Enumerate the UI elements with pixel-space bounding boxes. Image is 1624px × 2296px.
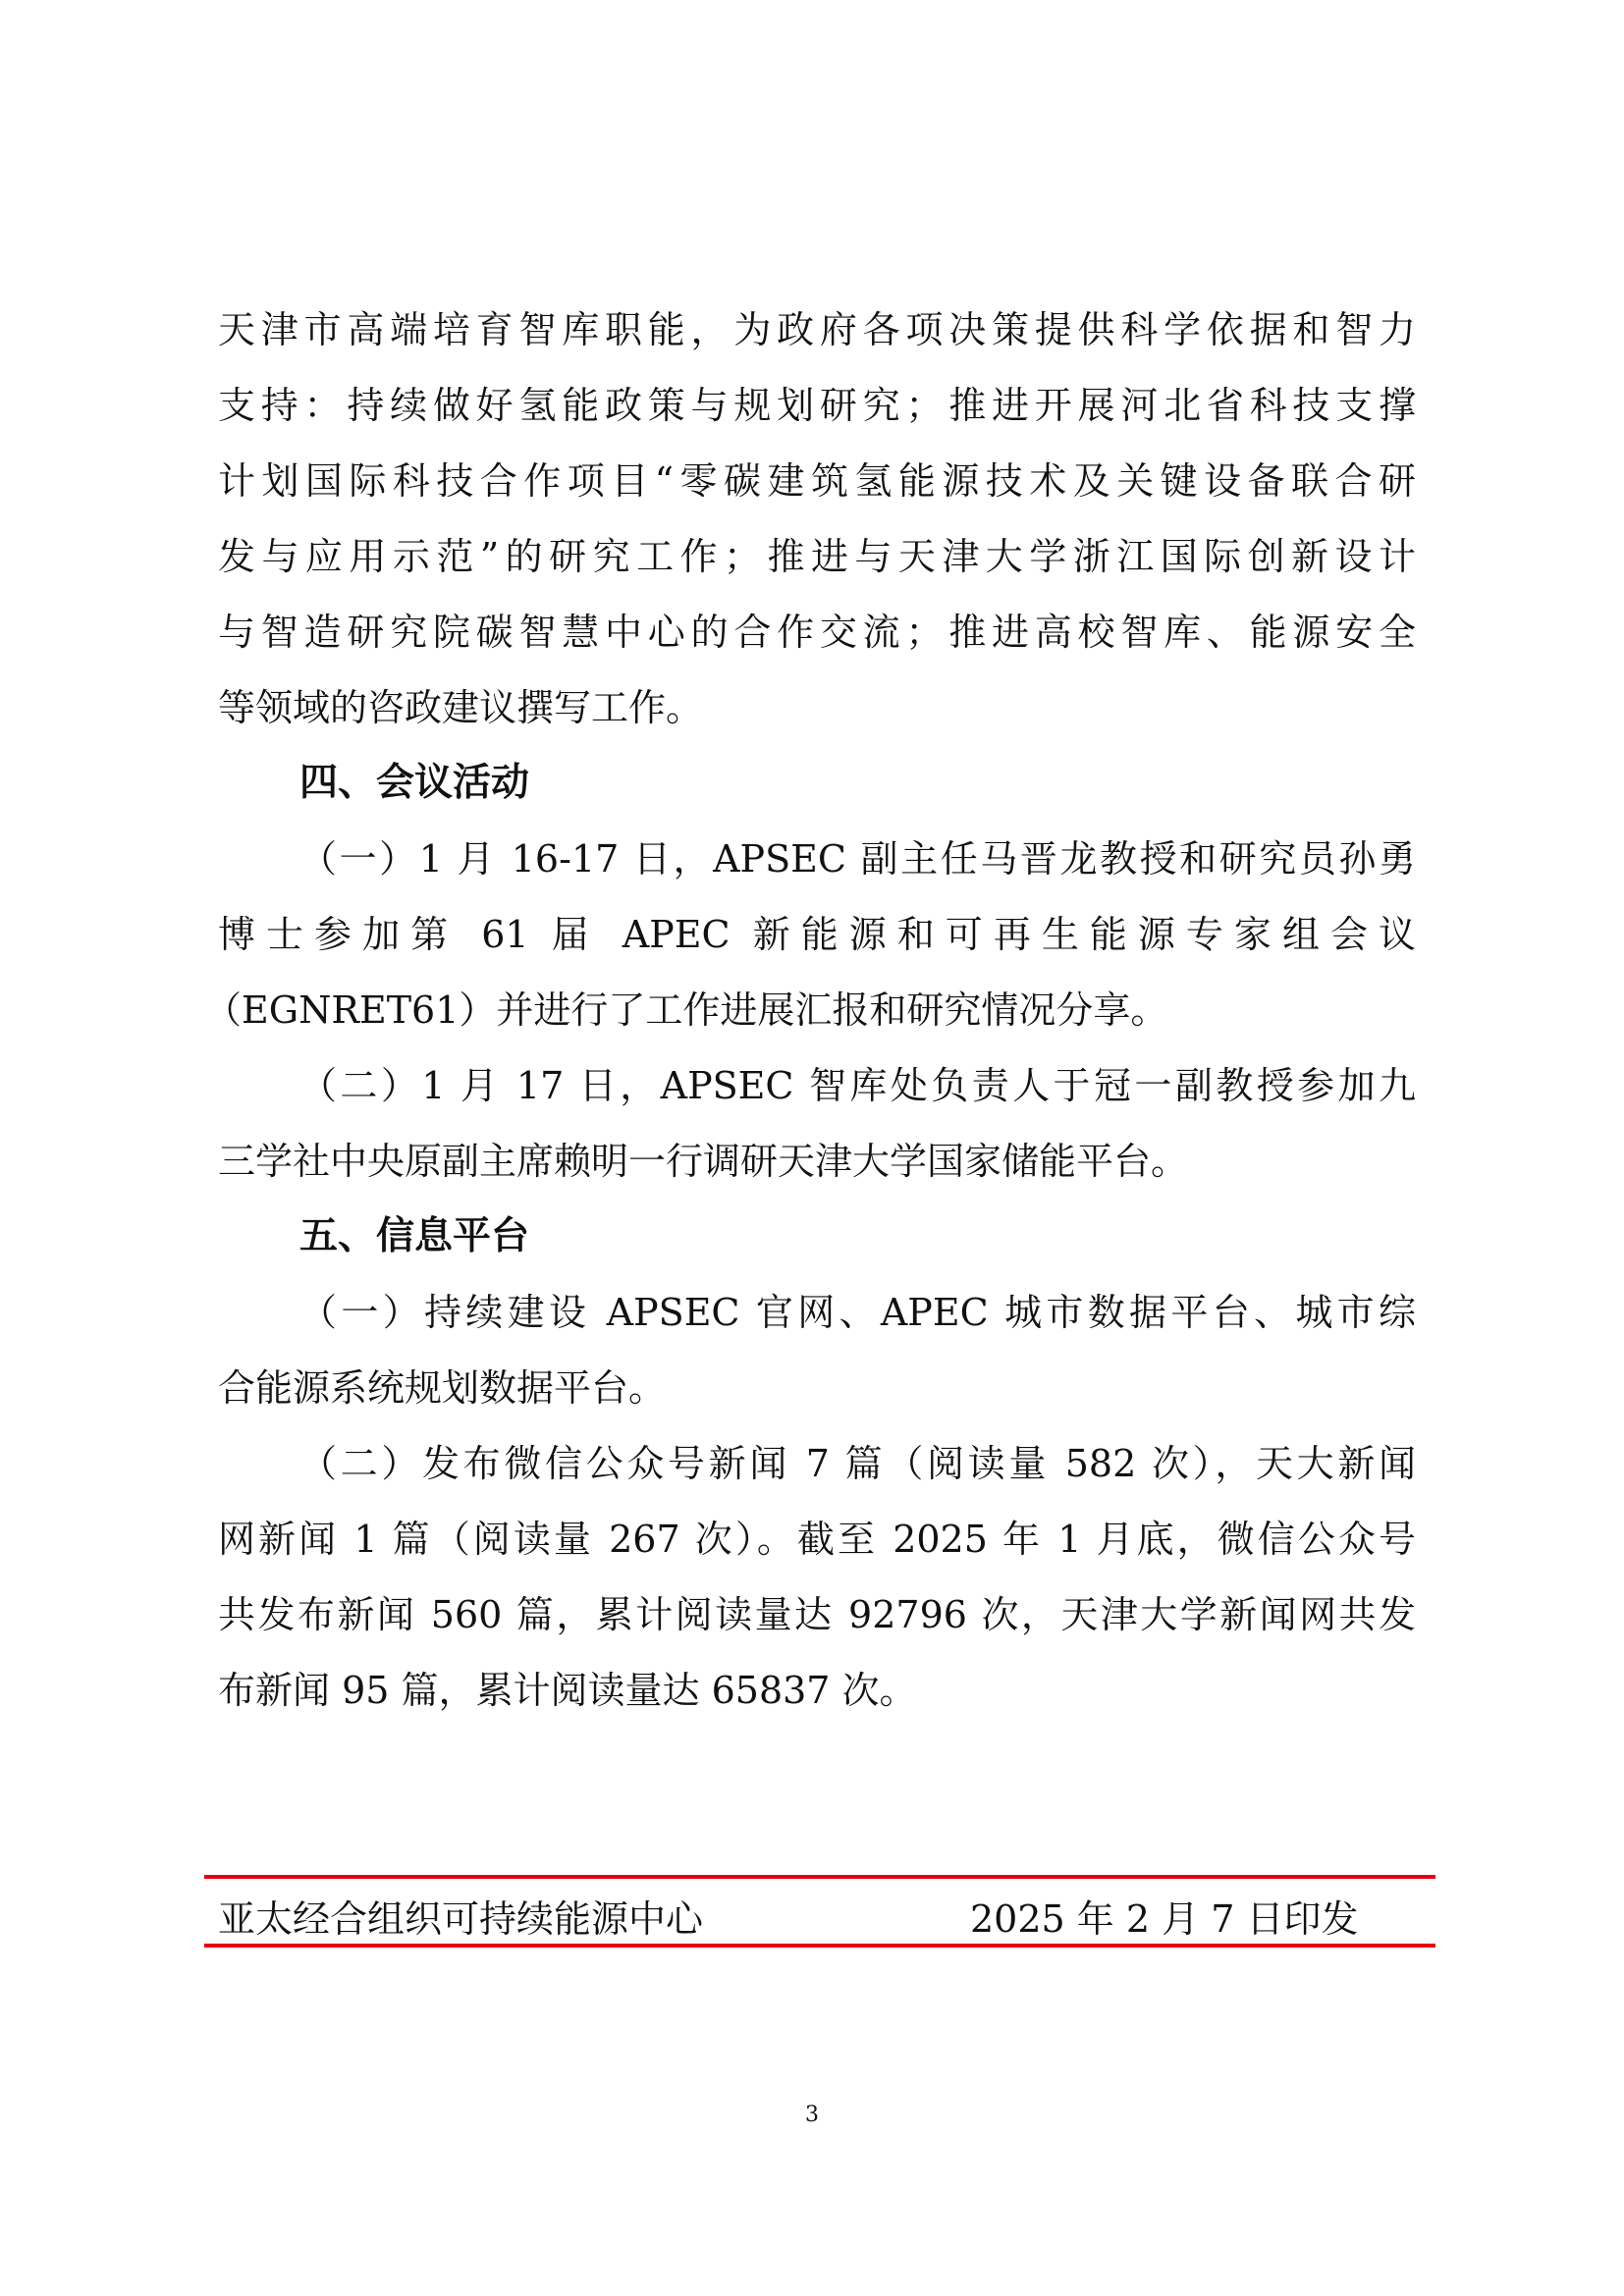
body-line: （二）1 月 17 日，APSEC 智库处负责人于冠一副教授参加九	[299, 1064, 1416, 1107]
body-line: （一）1 月 16-17 日，APSEC 副主任马晋龙教授和研究员孙勇	[299, 837, 1416, 881]
body-line: 布新闻 95 篇，累计阅读量达 65837 次。	[218, 1669, 917, 1712]
body-line: 合能源系统规划数据平台。	[218, 1366, 667, 1410]
section-heading-meetings: 四、会议活动	[299, 761, 530, 805]
body-line: 博士参加第 61 届 APEC 新能源和可再生能源专家组会议	[218, 913, 1416, 956]
footer-rule-bottom	[204, 1944, 1435, 1948]
footer-issuer: 亚太经合组织可持续能源中心	[218, 1897, 704, 1941]
body-line: （二）发布微信公众号新闻 7 篇（阅读量 582 次），天大新闻	[299, 1442, 1416, 1485]
section-heading-information-platform: 五、信息平台	[299, 1214, 530, 1258]
body-line: 计划国际科技合作项目“零碳建筑氢能源技术及关键设备联合研	[218, 459, 1416, 503]
body-line: 等领域的咨政建议撰写工作。	[218, 686, 704, 729]
body-line: 支持：持续做好氢能政策与规划研究；推进开展河北省科技支撑	[218, 384, 1416, 427]
body-line: （一）持续建设 APSEC 官网、APEC 城市数据平台、城市综	[299, 1291, 1416, 1334]
body-line: 与智造研究院碳智慧中心的合作交流；推进高校智库、能源安全	[218, 611, 1416, 654]
body-line: 天津市高端培育智库职能，为政府各项决策提供科学依据和智力	[218, 308, 1416, 351]
body-line: 发与应用示范”的研究工作；推进与天津大学浙江国际创新设计	[218, 535, 1416, 578]
body-line: 三学社中央原副主席赖明一行调研天津大学国家储能平台。	[218, 1140, 1189, 1183]
body-line: 网新闻 1 篇（阅读量 267 次）。截至 2025 年 1 月底，微信公众号	[218, 1518, 1416, 1561]
body-line: （EGNRET61）并进行了工作进展汇报和研究情况分享。	[204, 988, 1168, 1032]
footer-issue-date: 2025 年 2 月 7 日印发	[970, 1897, 1359, 1941]
body-line: 共发布新闻 560 篇，累计阅读量达 92796 次，天津大学新闻网共发	[218, 1593, 1416, 1636]
page-number: 3	[805, 2103, 819, 2127]
footer-rule-top	[204, 1875, 1435, 1879]
